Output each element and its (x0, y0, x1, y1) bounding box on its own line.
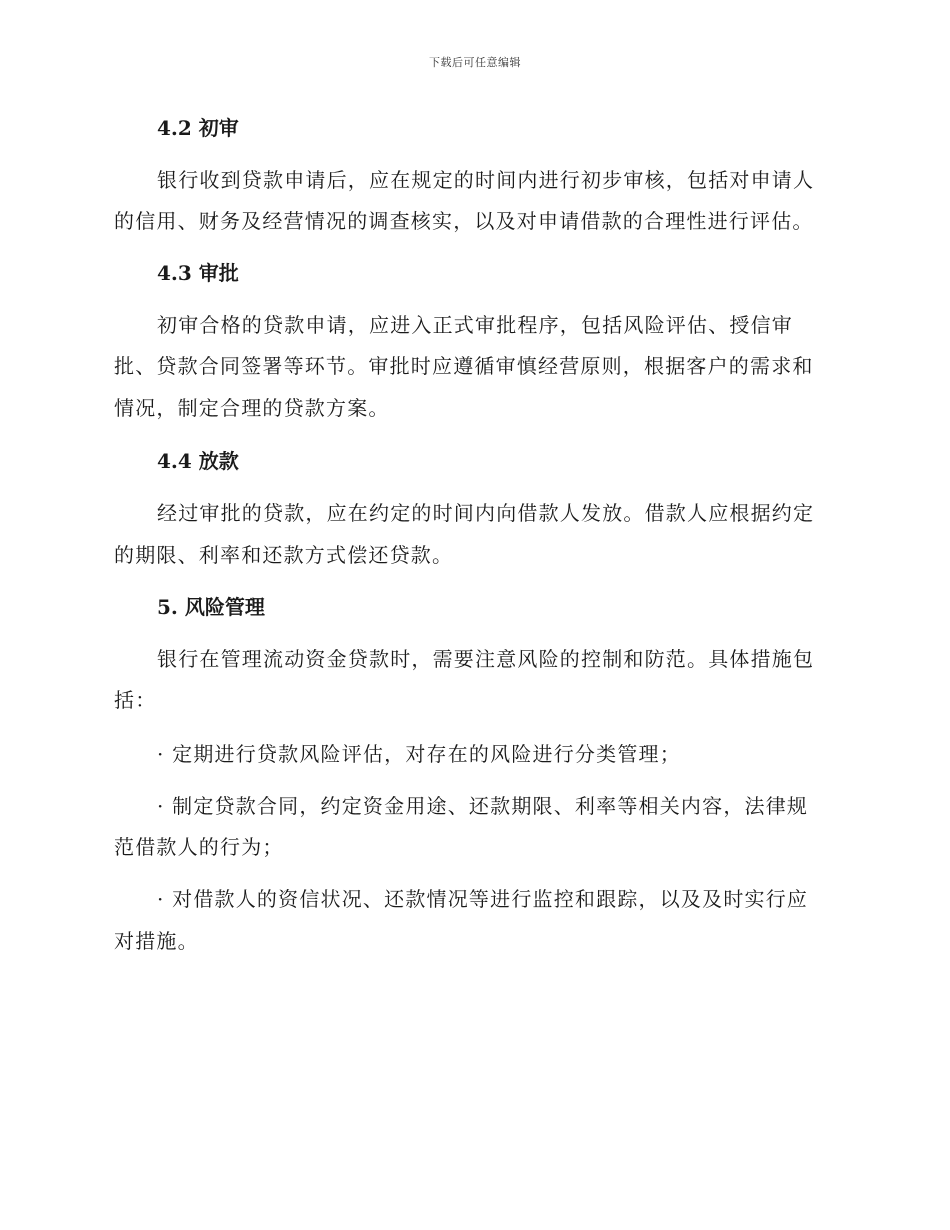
section-heading-5: 5. 风险管理 (157, 595, 265, 619)
paragraph-line: 银行在管理流动资金贷款时，需要注意风险的控制和防范。具体措施包 (157, 647, 815, 671)
paragraph-line: 的期限、利率和还款方式偿还贷款。 (114, 543, 454, 567)
paragraph-line: 的信用、财务及经营情况的调查核实，以及对申请借款的合理性进行评估。 (114, 209, 814, 233)
paragraph-line: 批、贷款合同签署等环节。审批时应遵循审慎经营原则，根据客户的需求和 (114, 354, 814, 378)
bullet-item: · 制定贷款合同，约定资金用途、还款期限、利率等相关内容，法律规 (157, 794, 809, 818)
section-heading-4-4: 4.4 放款 (157, 449, 239, 473)
paragraph-line: 银行收到贷款申请后，应在规定的时间内进行初步审核，包括对申请人 (157, 168, 815, 192)
bullet-item: · 定期进行贷款风险评估，对存在的风险进行分类管理； (157, 742, 681, 766)
paragraph-line: 经过审批的贷款，应在约定的时间内向借款人发放。借款人应根据约定 (157, 501, 815, 525)
paragraph-line: 初审合格的贷款申请，应进入正式审批程序，包括风险评估、授信审 (157, 313, 793, 337)
bullet-item-continuation: 范借款人的行为； (114, 835, 284, 859)
page-header-note: 下载后可任意编辑 (429, 56, 521, 69)
bullet-item: · 对借款人的资信状况、还款情况等进行监控和跟踪，以及及时实行应 (157, 887, 809, 911)
paragraph-line: 括： (114, 688, 157, 712)
bullet-item-continuation: 对措施。 (114, 929, 199, 953)
section-heading-4-2: 4.2 初审 (157, 116, 239, 140)
section-heading-4-3: 4.3 审批 (157, 261, 239, 285)
paragraph-line: 情况，制定合理的贷款方案。 (114, 396, 390, 420)
